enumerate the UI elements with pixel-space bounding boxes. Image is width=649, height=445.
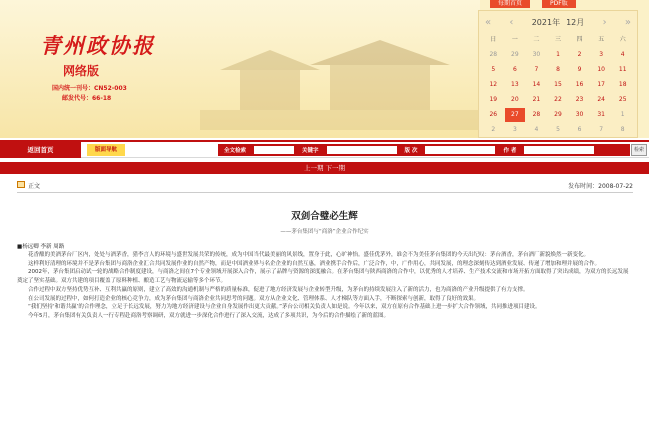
header-banner bbox=[0, 0, 649, 138]
search-scope-select[interactable] bbox=[254, 146, 294, 154]
calendar-day[interactable]: 2 bbox=[577, 51, 582, 58]
calendar bbox=[478, 10, 638, 138]
calendar-day[interactable]: 3 bbox=[599, 51, 604, 58]
calendar-day[interactable]: 8 bbox=[620, 126, 625, 133]
calendar-day[interactable]: 22 bbox=[554, 96, 562, 103]
calendar-day[interactable]: 4 bbox=[620, 51, 625, 58]
issue-pager[interactable]: 上一期 下一期 bbox=[0, 162, 649, 174]
calendar-weekday: 二 bbox=[533, 36, 540, 43]
next-month-button[interactable]: › bbox=[602, 16, 607, 28]
publish-date: 发布时间：2008-07-22 bbox=[568, 183, 633, 190]
calendar-day[interactable]: 12 bbox=[489, 81, 498, 88]
back-home-link[interactable]: 返回首页 bbox=[0, 142, 81, 158]
logo-title: 青州政协报 bbox=[40, 33, 155, 58]
calendar-day[interactable]: 14 bbox=[532, 81, 541, 88]
article-paragraph: 花香酿的美酒茅台厂区内，处处与酒茅香，猎李言人的环境与盛世发展共荣的传统，成为中国当代最美丽的风景线，置身于此，心旷神怡。盛佳优茅外，谁会不为美佳茅台集团的今天出纪叹：茅台酒香，茅台酒厂新貌焕然一新变化。 bbox=[28, 252, 590, 258]
calendar-day[interactable]: 16 bbox=[575, 81, 584, 88]
layout-nav-link[interactable]: 版面导航 bbox=[87, 144, 125, 156]
article-author: ■杨远卿 李新 周路 bbox=[17, 244, 65, 250]
calendar-year[interactable]: 2021年 bbox=[531, 17, 561, 27]
calendar-day[interactable]: 7 bbox=[534, 66, 539, 73]
calendar-day[interactable]: 3 bbox=[512, 126, 517, 133]
article-paragraph: 今年5月，茅台集团有关负责人一行专程赴商洛考察调研，双方就进一步深化合作进行了深入交流，达成了多项共识，为今后的合作描绘了新的蓝图。 bbox=[28, 312, 390, 319]
calendar-day[interactable]: 28 bbox=[489, 51, 498, 58]
calendar-day[interactable]: 9 bbox=[577, 66, 582, 73]
article-meta bbox=[17, 181, 633, 191]
calendar-day[interactable]: 20 bbox=[511, 96, 519, 103]
article-body bbox=[17, 251, 633, 321]
calendar-day[interactable]: 15 bbox=[554, 81, 562, 88]
search-bar bbox=[218, 144, 630, 156]
author-label: 作 者 bbox=[503, 148, 517, 154]
calendar-weekday: 一 bbox=[511, 36, 518, 43]
calendar-day[interactable]: 31 bbox=[597, 111, 605, 118]
edition-home-button[interactable]: 每期首页 bbox=[490, 0, 530, 8]
calendar-day[interactable]: 27 bbox=[505, 108, 526, 122]
calendar-weekday: 日 bbox=[490, 36, 497, 43]
calendar-day[interactable]: 24 bbox=[597, 96, 605, 103]
calendar-weekday: 五 bbox=[598, 36, 605, 43]
logo-postal-code: 邮发代号：66-18 bbox=[62, 95, 112, 102]
calendar-day[interactable]: 23 bbox=[575, 96, 584, 103]
calendar-day[interactable]: 17 bbox=[597, 81, 605, 88]
calendar-weekday: 四 bbox=[576, 36, 583, 43]
calendar-day[interactable]: 11 bbox=[618, 66, 627, 73]
prev-year-button[interactable]: « bbox=[485, 16, 492, 28]
calendar-day[interactable]: 26 bbox=[489, 111, 498, 118]
calendar-day[interactable]: 10 bbox=[597, 66, 605, 73]
document-icon bbox=[17, 181, 25, 188]
calendar-day[interactable]: 21 bbox=[532, 96, 541, 103]
pavilion-illustration bbox=[200, 10, 480, 130]
article-paragraph: “我们坚持‘和谐共赢’的合作理念，立足于长远发展，努力为地方经济建设与企业自身发展作出更大贡献。”茅台公司相关负责人如是说。今年以来，双方在原有合作基础上进一步扩大合作领域，共同推进项目建设。 bbox=[28, 304, 541, 311]
logo-subtitle: 网络版 bbox=[63, 64, 100, 78]
search-scope-label[interactable]: 全文检索 bbox=[224, 148, 247, 154]
banner-background bbox=[0, 0, 480, 138]
logo-issn: 国内统一刊号：CN52-003 bbox=[52, 85, 127, 92]
calendar-day[interactable]: 1 bbox=[556, 51, 560, 58]
edition-label: 版 次 bbox=[404, 148, 418, 154]
article-subtitle: ——茅台集团与“商洛”企业合作纪实 bbox=[280, 229, 369, 235]
pdf-button[interactable]: PDF版 bbox=[542, 0, 576, 8]
article-paragraph: 这样利好清理的环境并不是茅台集团与商洛企业汇合共同发展作业的自然产物，而是中国酒业界与名企企业的自然互惠，酒业携手合作后，广泛合作，中，广作用心，共同发展，的理念深刻传达到酒业发展、传递了增加和理并展的合作。 bbox=[28, 260, 601, 267]
calendar-day[interactable]: 29 bbox=[554, 111, 562, 118]
divider bbox=[17, 192, 633, 193]
calendar-day[interactable]: 5 bbox=[556, 126, 560, 133]
calendar-month[interactable]: 12月 bbox=[566, 17, 585, 27]
calendar-day[interactable]: 29 bbox=[511, 51, 519, 58]
calendar-grid bbox=[479, 33, 637, 137]
calendar-day[interactable]: 7 bbox=[599, 126, 604, 133]
calendar-weekday: 六 bbox=[619, 36, 626, 43]
article-paragraph: 在公司发展的过程中，如何打造企业的核心竞争力，成为茅台集团与商洛企业共同思考的问题。双方从企业文化、管理体系、人才梯队等方面入手，不断探索与创新，取得了良好的效果。 bbox=[28, 295, 480, 302]
calendar-day[interactable]: 1 bbox=[620, 111, 625, 118]
prev-month-button[interactable]: ‹ bbox=[509, 16, 514, 28]
calendar-day[interactable]: 13 bbox=[511, 81, 519, 88]
calendar-day[interactable]: 30 bbox=[575, 111, 584, 118]
article-paragraph: 2002年，茅台集团启动试一轮的战略合作制度建设，与商洛之间在7个专业领域开展深入合作，展示了品牌与资源的深度融合。在茅台集团与陕西商洛的合作中，以优秀的人才培养、生产技术交流和市场开拓方面取得了突出成绩，为双方的长远发展奠定了坚实基础。双方共建的项目覆盖了原料种植、酿造工艺与物流运输等多个环节。 bbox=[17, 269, 629, 285]
calendar-day[interactable]: 4 bbox=[534, 126, 539, 133]
next-year-button[interactable]: » bbox=[624, 16, 631, 28]
calendar-day[interactable]: 19 bbox=[489, 96, 498, 103]
nav-bar bbox=[0, 140, 649, 158]
section-label: 正文 bbox=[28, 183, 41, 190]
calendar-header bbox=[479, 11, 637, 33]
article-title: 双剑合璧必生辉 bbox=[291, 211, 358, 222]
calendar-day[interactable]: 5 bbox=[491, 66, 496, 73]
calendar-day[interactable]: 6 bbox=[512, 66, 517, 73]
calendar-day[interactable]: 28 bbox=[532, 111, 541, 118]
calendar-day[interactable]: 2 bbox=[491, 126, 496, 133]
keyword-input[interactable] bbox=[327, 146, 397, 154]
calendar-day[interactable]: 6 bbox=[577, 126, 582, 133]
calendar-month-year bbox=[532, 17, 585, 28]
author-input[interactable] bbox=[524, 146, 594, 154]
edition-input[interactable] bbox=[425, 146, 495, 154]
calendar-day[interactable]: 30 bbox=[532, 51, 541, 58]
calendar-day[interactable]: 25 bbox=[618, 96, 627, 103]
calendar-day[interactable]: 8 bbox=[556, 66, 560, 73]
calendar-weekday: 三 bbox=[554, 36, 561, 43]
search-button[interactable]: 检索 bbox=[631, 144, 647, 156]
article-paragraph: 合作过程中双方坚持优势互补、互利共赢的原则，建立了高效的沟通机制与严格的质量标准，促进了地方经济发展与企业转型升级，为茅台的持续发展注入了新的活力，也为商洛的产业升级提供了有力支撑。 bbox=[28, 286, 529, 293]
keyword-label: 关键字 bbox=[302, 148, 319, 154]
calendar-day[interactable]: 18 bbox=[618, 81, 627, 88]
top-buttons bbox=[490, 0, 576, 8]
